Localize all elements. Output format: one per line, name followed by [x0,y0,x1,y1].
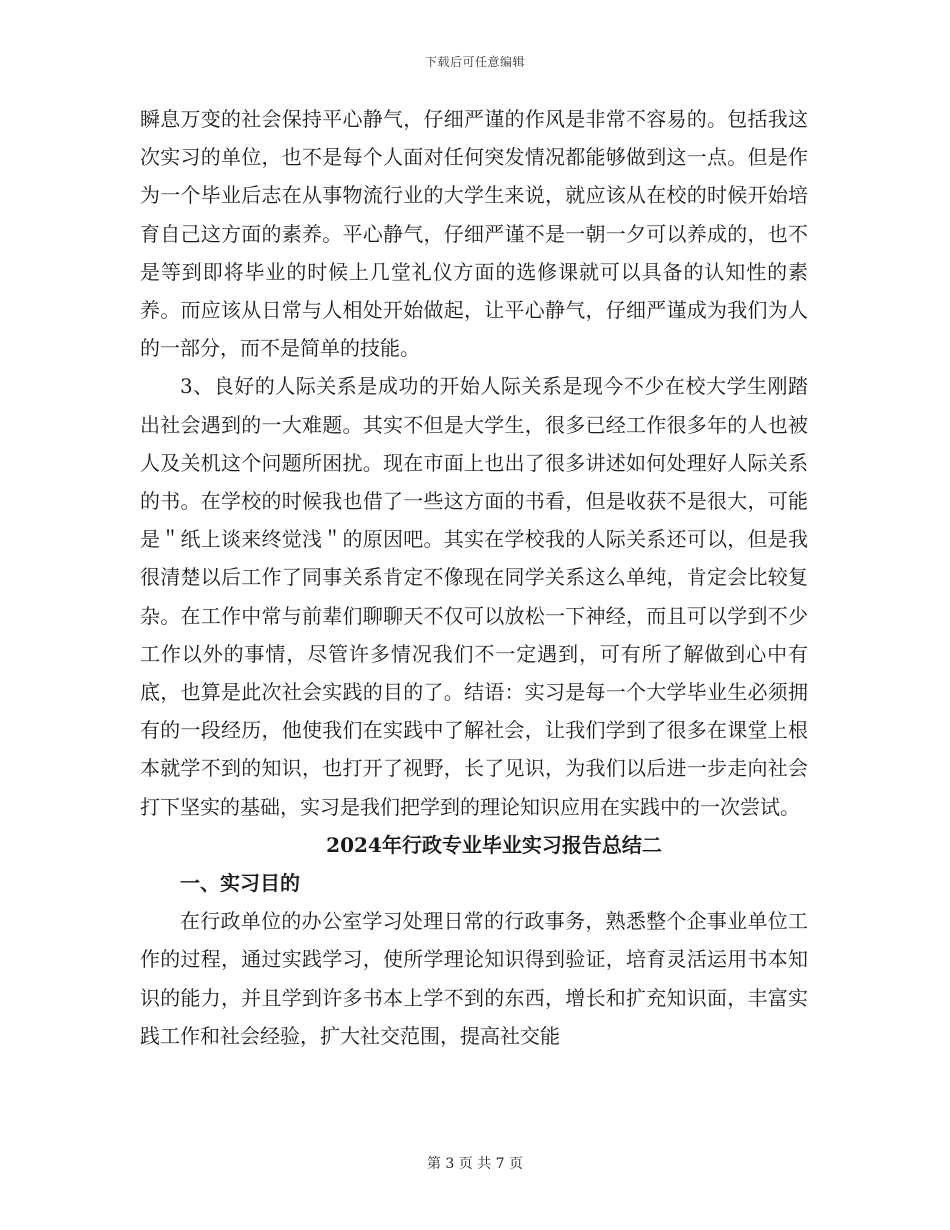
page-number: 第 3 页 共 7 页 [426,1156,524,1172]
page-header-note: 下载后可任意编辑 [424,55,525,69]
body-paragraph-3: 在行政单位的办公室学习处理日常的行政事务，熟悉整个企事业单位工作的过程，通过实践学习，使所学理论知识得到验证，培育灵活运用书本知识的能力，并且学到许多书本上学不到的东西，增长和扩充知识面，丰富实践工作和社会经验，扩大社交范围，提高社交能 [140,909,808,1048]
section-title: 2024年行政专业毕业实习报告总结二 [326,832,662,857]
section-heading: 一、实习目的 [180,871,300,896]
body-paragraph-2: 3、良好的人际关系是成功的开始人际关系是现今不少在校大学生刚踏出社会遇到的一大难题。其实不但是大学生，很多已经工作很多年的人也被人及关机这个问题所困扰。现在市面上也出了很多讲述如何处理好人际关系的书。在学校的时候我也借了一些这方面的书看，但是收获不是很大，可能是＂纸上谈来终觉浅＂的原因吧。其实在学校我的人际关系还可以，但是我很清楚以后工作了同事关系肯定不像现在同学关系这么单纯，肯定会比较复杂。在工作中常与前辈们聊聊天不仅可以放松一下神经，而且可以学到不少工作以外的事情，尽管许多情况我们不一定遇到，可有所了解做到心中有底，也算是此次社会实践的目的了。结语：实习是每一个大学毕业生必须拥有的一段经历，他使我们在实践中了解社会，让我们学到了很多在课堂上根本就学不到的知识，也打开了视野，长了见识，为我们以后进一步走向社会打下坚实的基础，实习是我们把学到的理论知识应用在实践中的一次尝试。 [140,374,808,819]
document-body [140,100,808,1055]
body-paragraph-1: 瞬息万变的社会保持平心静气，仔细严谨的作风是非常不容易的。包括我这次实习的单位，也不是每个人面对任何突发情况都能够做到这一点。但是作为一个毕业后志在从事物流行业的大学生来说，就应该从在校的时候开始培育自己这方面的素养。平心静气，仔细严谨不是一朝一夕可以养成的，也不是等到即将毕业的时候上几堂礼仪方面的选修课就可以具备的认知性的素养。而应该从日常与人相处开始做起，让平心静气，仔细严谨成为我们为人的一部分，而不是简单的技能。 [140,107,808,361]
